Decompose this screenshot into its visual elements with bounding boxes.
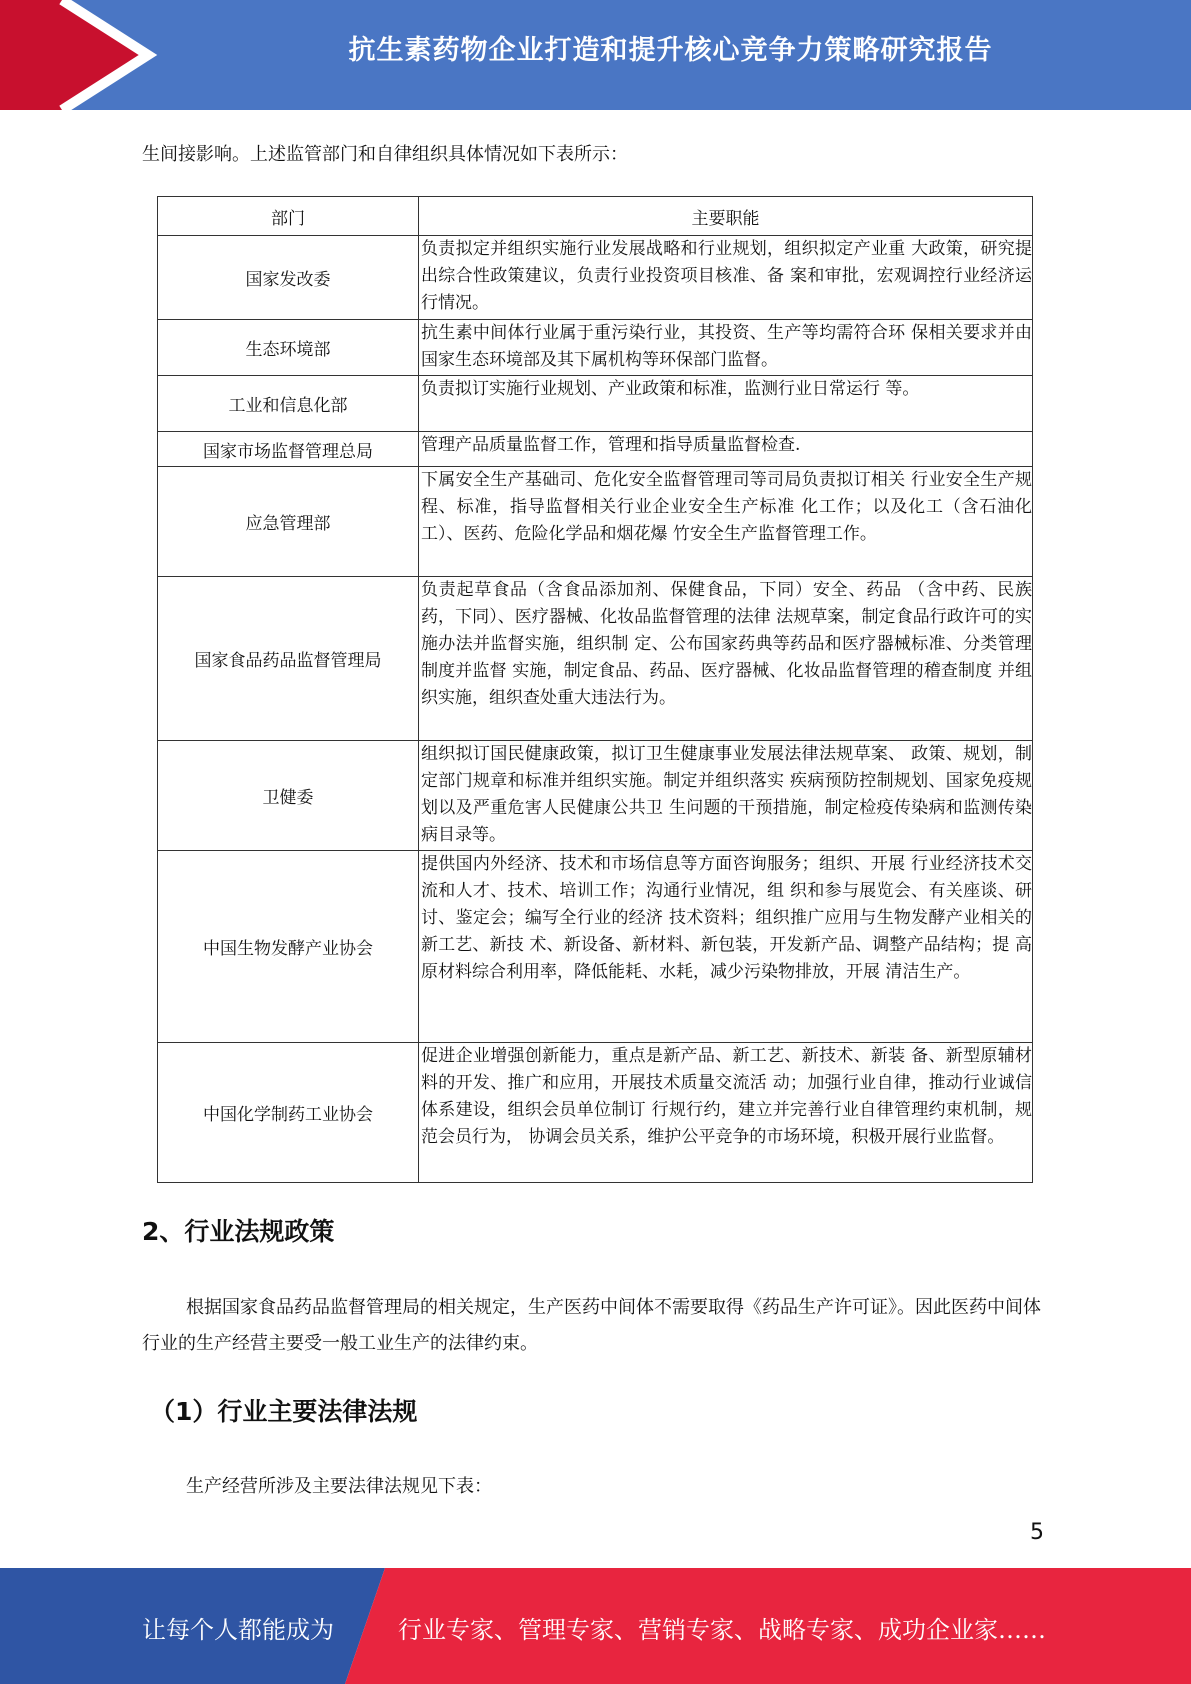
dept-cell: 国家食品药品监督管理局 — [158, 577, 419, 741]
report-title: 抗生素药物企业打造和提升核心竞争力策略研究报告 — [348, 35, 993, 66]
func-cell: 下属安全生产基础司、危化安全监督管理司等司局负责拟订相关 行业安全生产规程、标准，指导监督相关行业企业安全生产标准 化工作；以及化工（含石油化工）、医药、危险化学品和烟花爆 竹安全生产监督管理工作。 — [419, 467, 1033, 577]
func-cell: 管理产品质量监督工作，管理和指导质量监督检查. — [419, 432, 1033, 467]
table-row — [158, 577, 1033, 741]
dept-cell: 中国化学制药工业协会 — [158, 1043, 419, 1183]
dept-cell: 中国生物发酵产业协会 — [158, 851, 419, 1043]
page-number: 5 — [1030, 1520, 1044, 1545]
func-cell: 负责拟订实施行业规划、产业政策和标准，监测行业日常运行 等。 — [419, 376, 1033, 432]
dept-cell: 工业和信息化部 — [158, 376, 419, 432]
table-row — [158, 376, 1033, 432]
table-row — [158, 467, 1033, 577]
table-row — [158, 851, 1033, 1043]
section-paragraph: 根据国家食品药品监督管理局的相关规定，生产医药中间体不需要取得《药品生产许可证》。因此医药中间体行业的生产经营主要受一般工业生产的法律约束。 — [142, 1297, 1041, 1354]
footer-slogan-left: 让每个人都能成为 — [142, 1616, 334, 1644]
footer-slogan-right: 行业专家、管理专家、营销专家、战略专家、成功企业家…… — [398, 1616, 1046, 1644]
table-row — [158, 432, 1033, 467]
dept-cell: 国家市场监督管理总局 — [158, 432, 419, 467]
table-row — [158, 236, 1033, 320]
func-cell: 负责拟定并组织实施行业发展战略和行业规划，组织拟定产业重 大政策，研究提出综合性政策建议，负责行业投资项目核准、备 案和审批，宏观调控行业经济运行情况。 — [419, 236, 1033, 320]
regulator-table — [157, 196, 1033, 1183]
table-row — [158, 320, 1033, 376]
subsection-title: （1）行业主要法律法规 — [150, 1397, 418, 1426]
section-title: 2、行业法规政策 — [142, 1217, 335, 1246]
func-cell: 负责起草食品（含食品添加剂、保健食品，下同）安全、药品 （含中药、民族药，下同）、医疗器械、化妆品监督管理的法律 法规草案，制定食品行政许可的实施办法并监督实施，组织制 定、公布国家药典等药品和医疗器械标准、分类管理制度并监督 实施，制定食品、药品、医疗器械、化妆品监督管理的稽查制度 并组织实施，组织查处重大违法行为。 — [419, 577, 1033, 741]
page-footer — [0, 1568, 1191, 1684]
func-cell: 提供国内外经济、技术和市场信息等方面咨询服务；组织、开展 行业经济技术交流和人才、技术、培训工作；沟通行业情况，组 织和参与展览会、有关座谈、研讨、鉴定会；编写全行业的经济 技术资料；组织推广应用与生物发酵产业相关的新工艺、新技 术、新设备、新材料、新包装，开发新产品、调整产品结构；提 高原材料综合利用率，降低能耗、水耗，减少污染物排放，开展 清洁生产。 — [419, 851, 1033, 1043]
func-cell: 促进企业增强创新能力，重点是新产品、新工艺、新技术、新装 备、新型原辅材料的开发、推广和应用，开展技术质量交流活 动；加强行业自律，推动行业诚信体系建设，组织会员单位制订 行规行约，建立并完善行业自律管理约束机制，规范会员行为， 协调会员关系，维护公平竞争的市场环境，积极开展行业监督。 — [419, 1043, 1033, 1183]
func-cell: 组织拟订国民健康政策，拟订卫生健康事业发展法律法规草案、 政策、规划，制定部门规章和标准并组织实施。制定并组织落实 疾病预防控制规划、国家免疫规划以及严重危害人民健康公共卫 生问题的干预措施，制定检疫传染病和监测传染病目录等。 — [419, 741, 1033, 851]
page-header — [0, 0, 1191, 110]
column-header-func: 主要职能 — [419, 197, 1033, 236]
dept-cell: 生态环境部 — [158, 320, 419, 376]
func-cell: 抗生素中间体行业属于重污染行业，其投资、生产等均需符合环 保相关要求并由国家生态环境部及其下属机构等环保部门监督。 — [419, 320, 1033, 376]
table-header-row — [158, 197, 1033, 236]
dept-cell: 应急管理部 — [158, 467, 419, 577]
subsection-paragraph: 生产经营所涉及主要法律法规见下表： — [186, 1476, 492, 1497]
table-row — [158, 1043, 1033, 1183]
dept-cell: 卫健委 — [158, 741, 419, 851]
table-row — [158, 741, 1033, 851]
column-header-dept: 部门 — [158, 197, 419, 236]
dept-cell: 国家发改委 — [158, 236, 419, 320]
intro-text: 生间接影响。上述监管部门和自律组织具体情况如下表所示： — [142, 144, 628, 165]
